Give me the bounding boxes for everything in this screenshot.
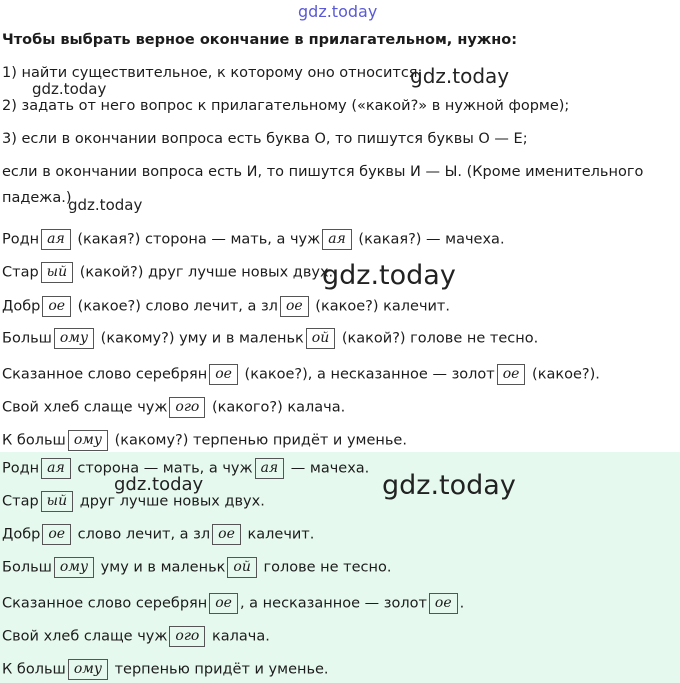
sentence-text: (какое?), а несказанное — золот xyxy=(239,366,495,383)
answer-sentence xyxy=(2,626,270,647)
sentence-text: (какое?) калечит. xyxy=(310,298,450,315)
answer-sentence xyxy=(2,557,391,578)
task-sentence xyxy=(2,328,538,349)
ending-box: ому xyxy=(54,557,94,578)
ending-box: ая xyxy=(322,229,352,250)
answer-sentence xyxy=(2,593,464,614)
answer-sentence xyxy=(2,659,329,680)
sentence-text: Стар xyxy=(2,264,39,281)
rule-heading: Чтобы выбрать верное окончание в прилагательном, нужно: xyxy=(2,32,518,48)
sentence-text: калача. xyxy=(207,628,270,645)
sentence-text: (какая?) сторона — мать, а чуж xyxy=(72,231,321,248)
rule-step-2: 2) задать от него вопрос к прилагательному («какой?» в нужной форме); xyxy=(2,98,570,114)
watermark-top: gdz.today xyxy=(298,2,378,21)
sentence-text: (какого?) калача. xyxy=(207,399,346,416)
task-sentence xyxy=(2,296,450,317)
watermark: gdz.today xyxy=(410,64,510,88)
sentence-text: терпенью придёт и уменье. xyxy=(109,661,329,678)
sentence-text: Стар xyxy=(2,493,39,510)
sentence-text: Добр xyxy=(2,298,41,315)
task-sentence xyxy=(2,229,505,250)
ending-box: ой xyxy=(306,328,335,349)
ending-box: ая xyxy=(41,458,71,479)
sentence-text: — мачеха. xyxy=(286,460,370,477)
ending-box: ое xyxy=(42,524,71,545)
rule-step-4-line-2: падежа.) xyxy=(2,190,72,206)
sentence-text: К больш xyxy=(2,661,66,678)
sentence-text: друг лучше новых двух. xyxy=(75,493,265,510)
ending-box: ое xyxy=(212,524,241,545)
ending-box: ый xyxy=(41,262,73,283)
rule-step-3: 3) если в окончании вопроса есть буква О, то пишутся буквы О — Е; xyxy=(2,131,528,147)
sentence-text: Родн xyxy=(2,231,40,248)
watermark: gdz.today xyxy=(382,470,516,501)
sentence-text: Свой хлеб слаще чуж xyxy=(2,628,168,645)
ending-box: ое xyxy=(209,364,238,385)
task-sentence xyxy=(2,364,600,385)
sentence-text: (какой?) друг лучше новых двух. xyxy=(75,264,334,281)
watermark: gdz.today xyxy=(68,196,143,214)
sentence-text: (какая?) — мачеха. xyxy=(353,231,505,248)
sentence-text: Сказанное слово серебрян xyxy=(2,366,208,383)
sentence-text: сторона — мать, а чуж xyxy=(72,460,253,477)
answer-sentence xyxy=(2,524,314,545)
ending-box: ое xyxy=(209,593,238,614)
ending-box: ой xyxy=(227,557,256,578)
ending-box: ое xyxy=(280,296,309,317)
sentence-text: , а несказанное — золот xyxy=(239,595,427,612)
sentence-text: калечит. xyxy=(242,526,315,543)
sentence-text: (какому?) уму и в маленьк xyxy=(96,330,304,347)
watermark: gdz.today xyxy=(322,260,456,291)
watermark: gdz.today xyxy=(32,80,107,98)
task-sentence xyxy=(2,397,345,418)
rule-step-1: 1) найти существительное, к которому оно относится; xyxy=(2,65,423,81)
ending-box: ая xyxy=(41,229,71,250)
sentence-text: уму и в маленьк xyxy=(96,559,226,576)
sentence-text: Свой хлеб слаще чуж xyxy=(2,399,168,416)
sentence-text: . xyxy=(459,595,465,612)
ending-box: ая xyxy=(255,458,285,479)
ending-box: ый xyxy=(41,491,73,512)
sentence-text: слово лечит, а зл xyxy=(73,526,211,543)
ending-box: ое xyxy=(42,296,71,317)
sentence-text: Родн xyxy=(2,460,40,477)
sentence-text: Сказанное слово серебрян xyxy=(2,595,208,612)
sentence-text: К больш xyxy=(2,432,66,449)
task-sentence xyxy=(2,262,333,283)
ending-box: ому xyxy=(54,328,94,349)
watermark: gdz.today xyxy=(114,474,204,495)
sentence-text: голове не тесно. xyxy=(258,559,392,576)
ending-box: ому xyxy=(68,430,108,451)
ending-box: ое xyxy=(429,593,458,614)
ending-box: ого xyxy=(169,626,205,647)
sentence-text: (какое?). xyxy=(527,366,600,383)
sentence-text: (какому?) терпенью придёт и уменье. xyxy=(109,432,407,449)
ending-box: ое xyxy=(497,364,526,385)
sentence-text: (какой?) голове не тесно. xyxy=(337,330,539,347)
ending-box: ого xyxy=(169,397,205,418)
sentence-text: (какое?) слово лечит, а зл xyxy=(73,298,278,315)
sentence-text: Больш xyxy=(2,330,52,347)
sentence-text: Больш xyxy=(2,559,52,576)
task-sentence xyxy=(2,430,407,451)
ending-box: ому xyxy=(68,659,108,680)
rule-step-4-line-1: если в окончании вопроса есть И, то пишутся буквы И — Ы. (Кроме именительного xyxy=(2,164,644,180)
sentence-text: Добр xyxy=(2,526,41,543)
